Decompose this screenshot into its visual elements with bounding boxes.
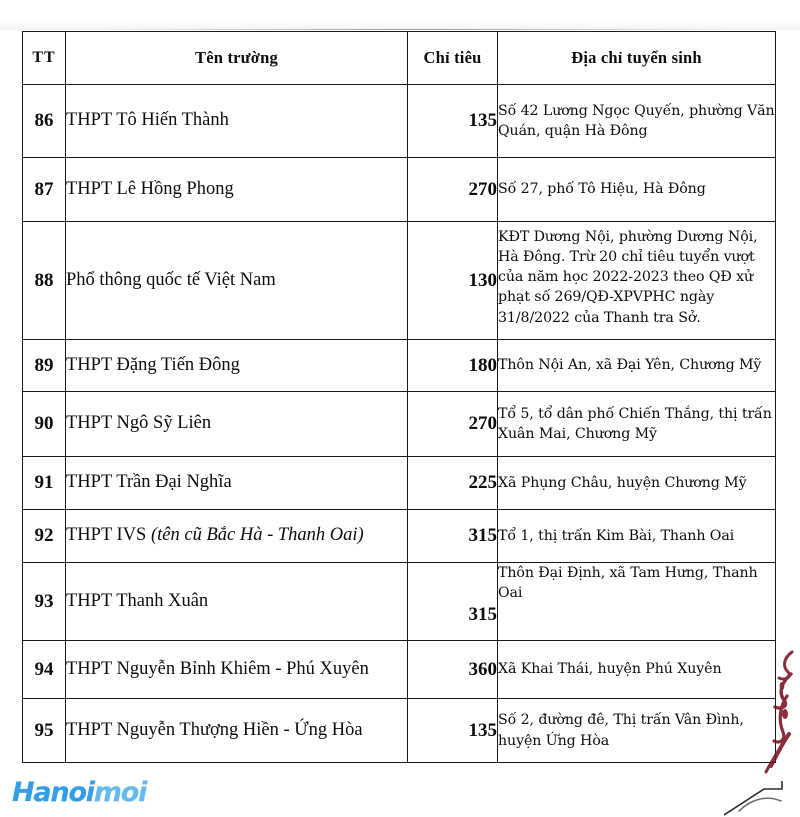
hanoimoi-watermark	[12, 777, 146, 808]
school-name-text: THPT Nguyễn Thượng Hiền - Ứng Hòa	[66, 719, 363, 740]
cell-address: KĐT Dương Nội, phường Dương Nội, Hà Đông. Trừ 20 chỉ tiêu tuyển vượt của năm học 2022-2023 theo QĐ xử phạt số 269/QĐ-XPVPHC ngày 31/8/2022 của Thanh tra Sở.	[498, 222, 776, 340]
cell-school-name	[66, 563, 408, 641]
cell-index: 94	[23, 641, 66, 699]
table-row	[23, 340, 776, 392]
cell-index: 91	[23, 457, 66, 510]
cell-index: 90	[23, 392, 66, 457]
cell-address: Xã Khai Thái, huyện Phú Xuyên	[498, 641, 776, 699]
cell-school-name	[66, 222, 408, 340]
cell-school-name	[66, 340, 408, 392]
table-row	[23, 641, 776, 699]
cell-quota: 135	[408, 699, 498, 763]
column-header-tt: TT	[23, 32, 66, 85]
school-name-text: THPT Thanh Xuân	[66, 590, 209, 611]
cell-address: Xã Phụng Châu, huyện Chương Mỹ	[498, 457, 776, 510]
table-row	[23, 457, 776, 510]
cell-quota: 130	[408, 222, 498, 340]
cell-address: Số 42 Lương Ngọc Quyến, phường Văn Quán, quận Hà Đông	[498, 85, 776, 158]
cell-quota: 180	[408, 340, 498, 392]
cell-index: 92	[23, 510, 66, 563]
cell-quota: 360	[408, 641, 498, 699]
cell-quota: 225	[408, 457, 498, 510]
column-header-name: Tên trường	[66, 32, 408, 85]
table-row	[23, 222, 776, 340]
cell-address: Thôn Đại Định, xã Tam Hưng, Thanh Oai	[498, 563, 776, 641]
school-name-text: THPT Tô Hiến Thành	[66, 110, 229, 131]
cell-school-name	[66, 699, 408, 763]
watermark-text-dark: Hanoi	[12, 777, 94, 808]
cell-index: 89	[23, 340, 66, 392]
column-header-quota: Chỉ tiêu	[408, 32, 498, 85]
cell-school-name	[66, 457, 408, 510]
table-row	[23, 699, 776, 763]
cell-index: 88	[23, 222, 66, 340]
cell-index: 86	[23, 85, 66, 158]
table-row	[23, 563, 776, 641]
school-enrollment-table	[22, 31, 776, 763]
school-name-alias: (tên cũ Bắc Hà - Thanh Oai)	[150, 525, 364, 546]
table-row	[23, 392, 776, 457]
table-header-row	[23, 32, 776, 85]
school-name-text: Phổ thông quốc tế Việt Nam	[66, 269, 276, 290]
cell-quota: 315	[408, 563, 498, 641]
watermark-text-light: moi	[93, 777, 147, 808]
cell-quota: 135	[408, 85, 498, 158]
signature-tail-stroke	[737, 793, 797, 817]
cell-school-name	[66, 510, 408, 563]
cell-address: Tổ 1, thị trấn Kim Bài, Thanh Oai	[498, 510, 776, 563]
cell-address: Số 2, đường đê, Thị trấn Vân Đình, huyện Ứng Hòa	[498, 699, 776, 763]
cell-address: Số 27, phố Tô Hiệu, Hà Đông	[498, 158, 776, 222]
cell-index: 93	[23, 563, 66, 641]
school-name-text: THPT Nguyễn Bỉnh Khiêm - Phú Xuyên	[66, 658, 369, 679]
scan-top-rule	[95, 29, 735, 30]
cell-address: Tổ 5, tổ dân phố Chiến Thắng, thị trấn Xuân Mai, Chương Mỹ	[498, 392, 776, 457]
school-name-text: THPT Lê Hồng Phong	[66, 178, 234, 199]
school-name-text: THPT Đặng Tiến Đông	[66, 354, 240, 375]
page-corner-fold-line	[724, 781, 786, 817]
column-header-address: Địa chỉ tuyển sinh	[498, 32, 776, 85]
cell-address: Thôn Nội An, xã Đại Yên, Chương Mỹ	[498, 340, 776, 392]
cell-quota: 270	[408, 158, 498, 222]
table-row	[23, 85, 776, 158]
cell-quota: 270	[408, 392, 498, 457]
cell-school-name	[66, 158, 408, 222]
school-name-text: THPT Trần Đại Nghĩa	[66, 472, 232, 493]
school-name-text: THPT IVS	[66, 525, 151, 546]
cell-index: 95	[23, 699, 66, 763]
table-row	[23, 158, 776, 222]
scan-top-edge	[0, 0, 800, 30]
cell-school-name	[66, 641, 408, 699]
cell-quota: 315	[408, 510, 498, 563]
school-name-text: THPT Ngô Sỹ Liên	[66, 413, 212, 434]
cell-school-name	[66, 392, 408, 457]
table-row	[23, 510, 776, 563]
cell-index: 87	[23, 158, 66, 222]
cell-school-name	[66, 85, 408, 158]
